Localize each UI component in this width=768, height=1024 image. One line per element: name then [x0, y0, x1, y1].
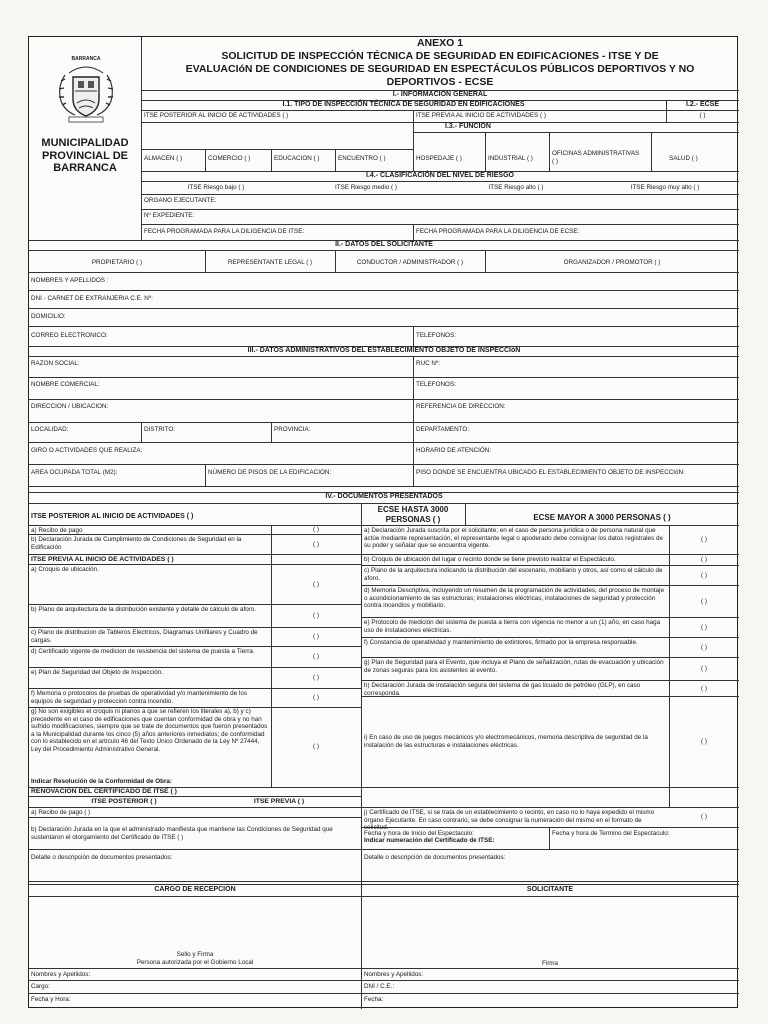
function-encuentro[interactable]: ENCUENTRO ( )	[338, 155, 386, 162]
doc-itse-prev-plano-tableros[interactable]: c) Plano de distribucion de Tableros Electricos, Diagramas Unifilares y Cuadro de cargas.	[31, 629, 258, 644]
dni-field[interactable]: DNI - CARNET DE EXTRANJERIA C.E. Nº:	[31, 295, 153, 302]
doc-ecse-item-i[interactable]: i) En caso de uso de juegos mecánicos y/o electromecánicos, memoria descriptiva de seguridad de la instalación de las estructuras e instalaciones eléctricas.	[364, 734, 648, 749]
provincia-field[interactable]: PROVINCIA:	[274, 426, 311, 433]
renovacion-itse-previa[interactable]: ITSE PREVIA ( )	[253, 798, 305, 805]
pisos-field[interactable]: NÚMERO DE PISOS DE LA EDIFICACION:	[208, 469, 332, 476]
localidad-field[interactable]: LOCALIDAD:	[31, 426, 69, 433]
renovacion-itse-posterior[interactable]: ITSE POSTERIOR ( )	[91, 798, 157, 805]
doc-ecse-item-a[interactable]: a) Declaración Jurada suscrita por el solicitante; en el caso de persona jurídica o de persona natural que actúe mediante representación, el representante legal o apoderado debe consignar los datos registrales de su poder y señalar que se encuentra vigente.	[364, 527, 663, 550]
domicilio-field[interactable]: DOMICILIO:	[31, 313, 66, 320]
doc-ecse-item-d[interactable]: d) Memoria Descriptiva, incluyendo un resumen de la programación de actividades, del proceso de montaje o acondicionamiento de las estructuras; instalaciones eléctricas, instalaciones de seguridad y protección contra incendios y mobiliario.	[364, 587, 664, 610]
form-title-line-1: SOLICITUD DE INSPECCIÓN TÉCNICA DE SEGURIDAD EN EDIFICACIONES - ITSE Y DE	[221, 50, 659, 62]
doc-itse-prev-certificado-tierra[interactable]: d) Certificado vigente de medicion de resistencia del sistema de puesta a Tierra.	[31, 648, 255, 655]
section-3-title: III.- DATOS ADMINISTRATIVOS DEL ESTABLECIMIENTO OBJETO DE INSPECCIóN	[247, 347, 521, 354]
giro-field[interactable]: GIRO O ACTIVIDADES QUE REALIZA:	[31, 447, 143, 454]
role-representante[interactable]: REPRESENTANTE LEGAL ( )	[227, 259, 313, 266]
referencia-field[interactable]: REFERENCIA DE DIRECCION:	[416, 403, 506, 410]
doc-itse-prev-croquis-mark[interactable]: ( )	[313, 580, 319, 588]
seal-text: BARRANCA	[71, 56, 101, 62]
function-almacen[interactable]: ALMACEN ( )	[144, 155, 183, 162]
sello-firma-label: Sello y Firma	[176, 951, 214, 958]
itse-posterior-option[interactable]: ITSE POSTERIOR AL INICIO DE ACTIVIDADES ( )	[144, 112, 289, 119]
renovacion-declaracion[interactable]: b) Declaración Jurada en la que el administrado manifiesta que mantiene las Condiciones de Seguridad que sustentaron el otorgamiento del Certificado de ITSE ( )	[31, 826, 333, 841]
function-oficinas[interactable]: OFICINAS ADMINISTRATIVAS	[552, 150, 640, 157]
doc-ecse-item-h-mark[interactable]: ( )	[701, 684, 707, 692]
section-4-title: IV.- DOCUMENTOS PRESENTADOS	[325, 493, 443, 500]
municipality-seal-icon	[51, 59, 121, 125]
nombre-comercial-field[interactable]: NOMBRE COMERCIAL:	[31, 381, 100, 388]
doc-ecse-item-j[interactable]: j) Certificado de ITSE, si se trata de un establecimiento o recinto, en caso no lo haya expedido el mismo órgano Ejecutante. En caso contrario, se debe consignar la numeración del mismo en el formato de solicitud.	[364, 809, 655, 832]
function-educacion[interactable]: EDUCACION ( )	[274, 155, 320, 162]
razon-social-field[interactable]: RAZON SOCIAL:	[31, 360, 80, 367]
conformidad-obra-field[interactable]: Indicar Resolución de la Conformidad de Obra:	[31, 778, 173, 785]
expediente-field[interactable]: Nº EXPEDIENTE:	[144, 212, 195, 219]
detalle-documentos-left[interactable]: Detalle o descripción de documentos presentados:	[31, 854, 173, 861]
section-1-2-title: I.2.- ECSE	[685, 101, 720, 108]
piso-ubicacion-field[interactable]: PISO DONDE SE ENCUENTRA UBICADO EL ESTABLECIMIENTO OBJETO DE INSPECCIóN:	[416, 469, 685, 476]
distrito-field[interactable]: DISTRITO:	[144, 426, 176, 433]
doc-ecse-item-c[interactable]: c) Plano de la arquitectura indicando la distribución del escenario, mobiliario y otros, así como el cálculo de aforo.	[364, 567, 663, 582]
ecse-option[interactable]: ( )	[699, 112, 706, 119]
renovacion-recibo[interactable]: a) Recibo de pago ( )	[31, 809, 91, 816]
itse-posterior-docs-heading[interactable]: ITSE POSTERIOR AL INICIO DE ACTIVIDADES ( )	[31, 513, 194, 520]
direccion-field[interactable]: DIRECCION / UBICACION:	[31, 403, 109, 410]
doc-itse-post-declaracion-mark[interactable]: ( )	[313, 540, 319, 548]
annex-label: ANEXO 1	[416, 37, 464, 49]
recepcion-cargo-field[interactable]: Cargo:	[31, 983, 50, 990]
function-salud[interactable]: SALUD ( )	[669, 155, 698, 162]
area-field[interactable]: AREA OCUPADA TOTAL (M2):	[31, 469, 118, 476]
function-industrial[interactable]: INDUSTRIAL ( )	[488, 155, 533, 162]
doc-ecse-item-d-mark[interactable]: ( )	[701, 597, 707, 605]
doc-ecse-item-b-mark[interactable]: ( )	[701, 556, 707, 563]
fecha-ecse-field[interactable]: FECHA PROGRAMADA PARA LA DILIGENCIA DE ECSE:	[416, 228, 580, 235]
renovacion-heading[interactable]: RENOVACIÓN DEL CERTIFICADO DE ITSE ( )	[31, 788, 177, 795]
form-sheet	[28, 36, 738, 1008]
doc-ecse-item-e[interactable]: e) Protocolo de medición del sistema de puesta a tierra con vigencia no menor a un (1) año, en caso haga uso de instalaciones eléctricas.	[364, 619, 661, 634]
risk-low[interactable]: ITSE Riesgo bajo ( )	[187, 184, 245, 191]
doc-ecse-item-g[interactable]: g) Plan de Seguridad para el Evento, que incluya el Plano de señalización, rutas de evacuación y ubicación de zonas seguras para los asistentes al evento.	[364, 659, 664, 674]
fecha-inicio-espectaculo[interactable]: Fecha y hora de Inicio del Espectaculo:	[364, 830, 474, 837]
doc-ecse-item-f[interactable]: f) Constancia de operatividad y mantenimiento de extintores, firmado por la empresa responsable.	[364, 639, 638, 646]
function-hospedaje[interactable]: HOSPEDAJE ( )	[416, 155, 462, 162]
itse-previa-docs-heading[interactable]: ITSE PREVIA AL INICIO DE ACTIVIDADES ( )	[31, 556, 174, 563]
firma-label: Firma	[541, 960, 559, 967]
doc-ecse-item-h[interactable]: h) Declaración Jurada de instalación segura del sistema de gas licuado de petróleo (GLP), en caso corresponda.	[364, 682, 641, 697]
doc-ecse-item-a-mark[interactable]: ( )	[701, 536, 707, 543]
doc-ecse-item-e-mark[interactable]: ( )	[701, 623, 707, 631]
municipality-line-2: PROVINCIAL DE	[42, 149, 128, 162]
doc-itse-prev-plano-arquitectura[interactable]: b) Plano de arquitectura de la distribución existente y detalle de cálculo de aforo.	[31, 606, 257, 613]
doc-itse-prev-plan-seguridad[interactable]: e) Plan de Seguridad del Objeto de Inspección.	[31, 669, 163, 676]
doc-itse-prev-croquis[interactable]: a) Croquis de ubicación.	[31, 566, 99, 573]
fecha-termino-espectaculo[interactable]: Fecha y hora de Termino del Espectaculo:	[552, 830, 670, 837]
municipality-line-3: BARRANCA	[53, 162, 117, 174]
function-oficinas-box[interactable]: ( )	[552, 158, 558, 165]
doc-itse-prev-certificado-tierra-mark[interactable]: ( )	[313, 653, 319, 660]
detalle-documentos-right[interactable]: Detalle o descripción de documentos presentados:	[364, 854, 506, 861]
role-propietario[interactable]: PROPIETARIO ( )	[91, 259, 143, 266]
function-comercio[interactable]: COMERCIO ( )	[208, 155, 251, 162]
section-2-title: II.- DATOS DEL SOLICITANTE	[335, 241, 433, 248]
solicitante-nombres-field[interactable]: Nombres y Apellidos:	[364, 971, 424, 978]
form-title-line-3: DEPORTIVOS - ECSE	[386, 76, 494, 88]
doc-ecse-item-f-mark[interactable]: ( )	[701, 643, 707, 651]
role-organizador[interactable]: ORGANIZADOR / PROMOTOR ( )	[563, 259, 661, 266]
form-title-line-2: EVALUACIóN DE CONDICIONES DE SEGURIDAD EN ESPECTÁCULOS PÚBLICOS DEPORTIVOS Y NO	[185, 63, 695, 75]
solicitante-dni-field[interactable]: DNI / C.E.:	[364, 983, 395, 990]
recepcion-nombres-field[interactable]: Nombres y Apellidos:	[31, 971, 91, 978]
nombres-field[interactable]: NOMBRES Y APELLIDOS :	[31, 277, 109, 284]
departamento-field[interactable]: DEPARTAMENTO:	[416, 426, 470, 433]
risk-high[interactable]: ITSE Riesgo alto ( )	[488, 184, 544, 191]
itse-previa-option[interactable]: ITSE PREVIA AL INICIO DE ACTIVIDADES ( )	[416, 112, 546, 119]
organo-ejecutante-field[interactable]: ORGANO EJECUTANTE:	[144, 197, 217, 204]
correo-field[interactable]: CORREO ELECTRONICO:	[31, 332, 108, 339]
doc-itse-prev-excepcion: g) No son exigibles el croquis ni planos a que se refieren los literales a), b) y c) precedente en el caso de edificaciones que cuentan conformidad de obra y no han sufrido modificaciones, siempre que se trate de documentos que fueron presentados a la Municipalidad durante los cinco (5) años anteriores inmediatos; de conformidad con lo establecido en el artículo 46 del Texto Único Ordenado de la Ley Nº 27444, Ley del Procedimiento Administrativo General.	[31, 708, 268, 753]
ecse-mayor-3000-heading[interactable]: ECSE MAYOR A 3000 PERSONAS ( )	[533, 513, 671, 522]
solicitante-fecha-field[interactable]: Fecha:	[364, 996, 384, 1003]
certificado-itse-numero-field[interactable]: Indicar numeración del Certificado de ITSE:	[364, 837, 495, 844]
doc-ecse-item-b[interactable]: b) Croquis de ubicación del lugar o recinto donde se tiene previsto realizar el Espectáculo.	[364, 556, 616, 563]
role-conductor[interactable]: CONDUCTOR / ADMINISTRADOR ( )	[356, 259, 464, 266]
risk-very-high[interactable]: ITSE Riesgo muy alto ( )	[630, 184, 700, 191]
doc-ecse-item-j-mark[interactable]: ( )	[701, 813, 707, 820]
telefonos-field[interactable]: TELEFONOS:	[416, 332, 456, 339]
doc-itse-post-declaracion[interactable]: b) Declaración Jurada de Cumplimiento de Condiciones de Seguridad en la Edificación	[31, 536, 242, 551]
doc-ecse-item-i-mark[interactable]: ( )	[701, 738, 707, 745]
section-1-4-title: I.4.- CLASIFICACIÓN DEL NIVEL DE RIESGO	[366, 172, 514, 179]
doc-itse-prev-memoria-mark[interactable]: ( )	[313, 694, 319, 701]
section-1-title: I.- INFORMACION GENERAL	[392, 91, 488, 98]
establecimiento-telefonos-field[interactable]: TELEFONOS:	[416, 381, 456, 388]
risk-medium[interactable]: ITSE Riesgo medio ( )	[335, 184, 397, 191]
doc-ecse-item-g-mark[interactable]: ( )	[701, 665, 707, 672]
horario-field[interactable]: HORARIO DE ATENCIÓN:	[416, 447, 492, 454]
doc-itse-post-recibo-mark[interactable]: ( )	[313, 526, 319, 533]
doc-itse-prev-memoria[interactable]: f) Memoria o protocolos de pruebas de operatividad y/o mantenimiento de los equipos de seguridad y proteccion contra incendio.	[31, 690, 247, 705]
ecse-hasta-3000-heading[interactable]: ECSE HASTA 3000 PERSONAS ( )	[377, 505, 449, 524]
doc-itse-prev-plano-arquitectura-mark[interactable]: ( )	[313, 612, 319, 619]
doc-itse-prev-plano-tableros-mark[interactable]: ( )	[313, 633, 319, 640]
municipality-line-1: MUNICIPALIDAD	[41, 137, 129, 149]
doc-ecse-item-c-mark[interactable]: ( )	[701, 571, 707, 579]
doc-itse-prev-excepcion-mark[interactable]: ( )	[313, 743, 319, 750]
ruc-field[interactable]: RUC Nº:	[416, 360, 440, 367]
section-1-3-title: I.3.- FUNCION	[445, 123, 491, 130]
recepcion-fecha-hora-field[interactable]: Fecha y Hora:	[31, 996, 71, 1003]
fecha-itse-field[interactable]: FECHA PROGRAMADA PARA LA DILIGENCIA DE ITSE:	[144, 228, 305, 235]
municipality-name	[29, 137, 141, 175]
persona-autorizada-label: Persona autorizada por el Gobierno Local	[136, 959, 254, 966]
solicitante-title: SOLICITANTE	[526, 886, 574, 893]
cargo-recepcion-title: CARGO DE RECEPCIÓN	[154, 886, 236, 893]
doc-itse-post-recibo[interactable]: a) Recibo de pago	[31, 527, 83, 534]
section-1-1-title: I.1. TIPO DE INSPECCIÓN TÉCNICA DE SEGURIDAD EN EDIFICACIONES	[282, 101, 525, 108]
doc-itse-prev-plan-seguridad-mark[interactable]: ( )	[313, 674, 319, 681]
